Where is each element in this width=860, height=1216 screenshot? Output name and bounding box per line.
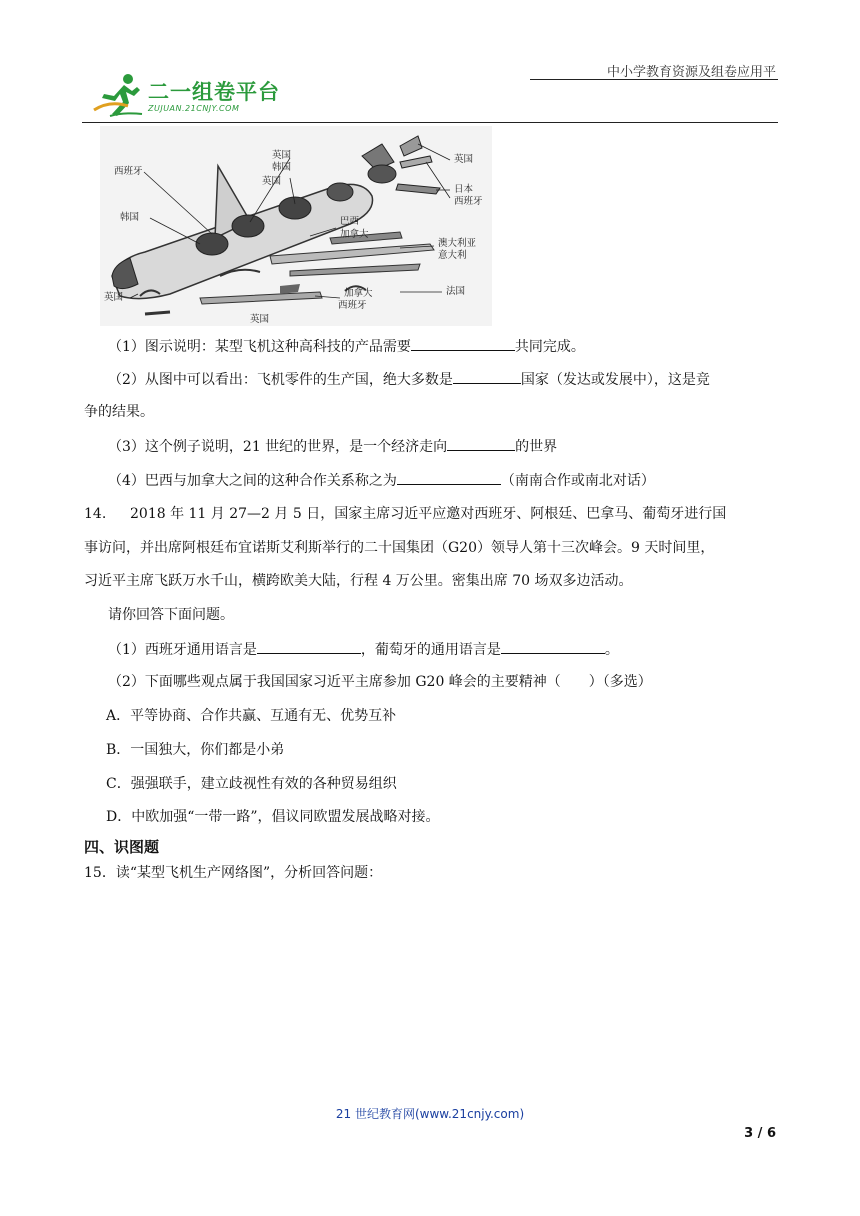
q13-part2-suffix: 国家（发达或发展中），这是竞 (520, 372, 710, 388)
q14-option-b[interactable]: B．一国独大，你们都是小弟 (106, 742, 285, 758)
q14-option-d[interactable]: D．中欧加强“一带一路”，倡议同欧盟发展战略对接。 (106, 809, 440, 825)
answer-blank[interactable] (411, 336, 515, 351)
figure-label: 英国 (262, 176, 282, 187)
answer-blank[interactable] (397, 470, 501, 485)
figure-label: 英国 (454, 154, 474, 165)
answer-blank[interactable] (501, 639, 605, 654)
q14-part2: （2）下面哪些观点属于我国国家习近平主席参加 G20 峰会的主要精神（ ）（多选） (108, 674, 652, 690)
figure-label: 西班牙 (454, 196, 483, 207)
q13-part2 (108, 369, 860, 390)
header-top-rule (530, 79, 778, 80)
q13-part1-suffix: 共同完成。 (514, 339, 585, 355)
q15-text: 15．读“某型飞机生产网络图”，分析回答问题： (84, 865, 383, 881)
section-heading: 四、识图题 (84, 838, 160, 856)
header-platform-name: 中小学教育资源及组卷应用平 (606, 65, 776, 80)
q14-text-line1: 2018 年 11 月 27—2 月 5 日，国家主席习近平应邀对西班牙、阿根廷、巴拿马、葡萄牙进行国 (130, 506, 727, 522)
figure-label: 西班牙 (338, 300, 367, 311)
header-rule (82, 122, 778, 123)
figure-label: 西班牙 (114, 166, 143, 177)
q13-part4 (108, 470, 860, 491)
airplane-production-figure (100, 126, 492, 326)
page-number: 3 / 6 (744, 1126, 776, 1141)
q14-option-a[interactable]: A．平等协商、合作共赢、互通有无、优势互补 (106, 708, 397, 724)
answer-blank[interactable] (453, 369, 521, 384)
q14-part1-prefix: （1）西班牙通用语言是 (108, 642, 257, 658)
q13-part2-prefix: （2）从图中可以看出：飞机零件的生产国，绝大多数是 (108, 372, 453, 388)
runner-logo-icon (90, 70, 150, 120)
logo-text: 二一组卷平台 (148, 80, 280, 104)
figure-label: 意大利 (438, 250, 467, 261)
q13-part1 (108, 336, 860, 357)
q13-part4-suffix: （南南合作或南北对话） (500, 473, 655, 489)
logo-subtext: ZUJUAN.21CNJY.COM (148, 104, 240, 113)
answer-blank[interactable] (257, 639, 361, 654)
answer-blank[interactable] (447, 436, 515, 451)
figure-label: 日本 (454, 184, 474, 195)
airplane-parts-illustration (100, 126, 492, 326)
q14-text-line3: 习近平主席飞跃万水千山，横跨欧美大陆，行程 4 万公里。密集出席 70 场双多边活动。 (84, 573, 633, 589)
q14-part1-suffix: 。 (604, 642, 619, 658)
figure-label: 巴西 (340, 216, 360, 227)
figure-label: 英国 (104, 292, 124, 303)
q14-part1-middle: ，葡萄牙的通用语言是 (360, 642, 501, 658)
footer-website-link[interactable]: 21 世纪教育网(www.21cnjy.com) (335, 1107, 525, 1121)
figure-label: 英国 (250, 314, 270, 325)
figure-label: 加拿大 (340, 229, 369, 240)
figure-label: 韩国 (120, 212, 140, 223)
figure-label: 英国 (272, 150, 292, 161)
q14-text-line2: 事访问，并出席阿根廷布宜诺斯艾利斯举行的二十国集团（G20）领导人第十三次峰会。9 天时间里， (84, 540, 715, 556)
q13-part1-prefix: （1）图示说明：某型飞机这种高科技的产品需要 (108, 339, 411, 355)
q14-number: 14. (84, 506, 107, 522)
site-logo (90, 70, 280, 120)
q13-part3 (108, 436, 860, 457)
q14-prompt: 请你回答下面问题。 (108, 607, 234, 623)
q13-part3-suffix: 的世界 (515, 439, 558, 455)
figure-label: 澳大利亚 (438, 238, 477, 249)
q14-part1 (108, 639, 860, 660)
figure-label: 法国 (446, 286, 466, 297)
figure-label: 加拿大 (344, 288, 373, 299)
q13-part2-continued: 争的结果。 (84, 404, 154, 420)
q14-option-c[interactable]: C．强强联手，建立歧视性有效的各种贸易组织 (106, 776, 397, 792)
q13-part3-prefix: （3）这个例子说明，21 世纪的世界，是一个经济走向 (108, 439, 448, 455)
q13-part4-prefix: （4）巴西与加拿大之间的这种合作关系称之为 (108, 473, 397, 489)
figure-label: 韩国 (272, 162, 292, 173)
